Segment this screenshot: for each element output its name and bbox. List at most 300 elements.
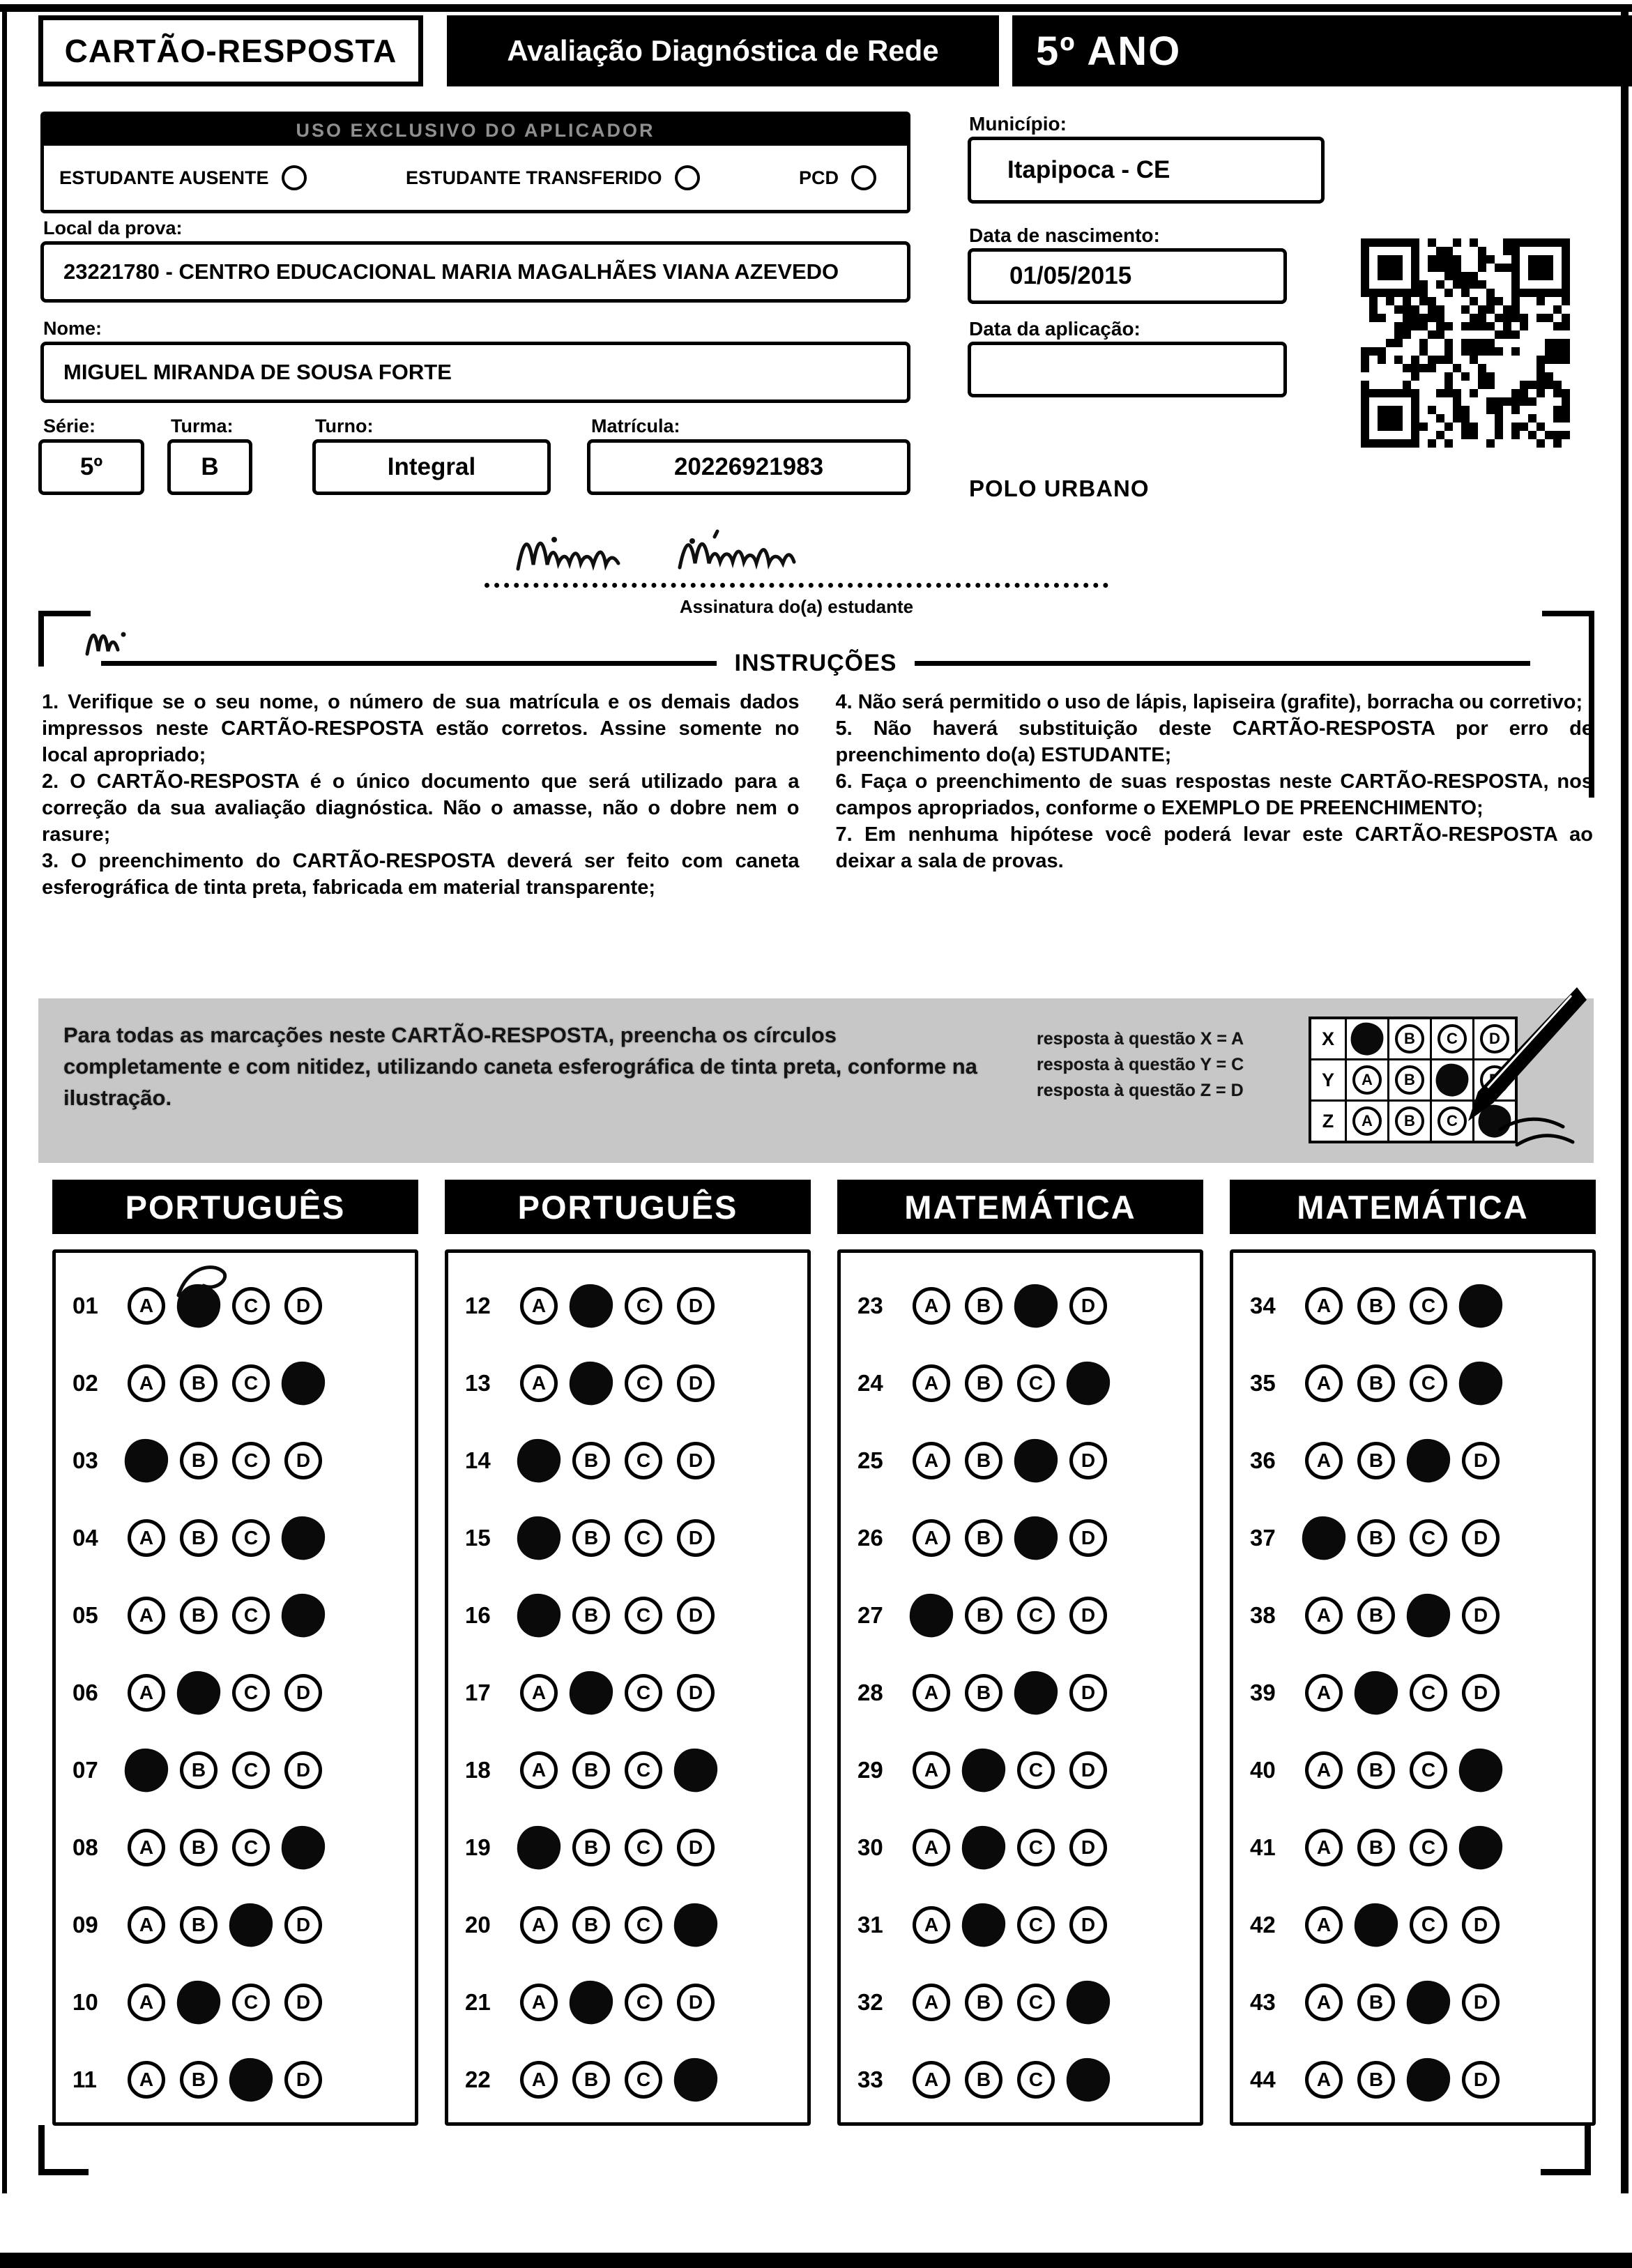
turno-value: Integral bbox=[387, 453, 476, 480]
answer-bubble-33-a[interactable]: A bbox=[913, 2061, 950, 2099]
answer-bubble-03-c[interactable]: C bbox=[232, 1442, 270, 1479]
question-row bbox=[857, 1886, 1200, 1963]
question-number: 28 bbox=[857, 1679, 883, 1705]
answer-bubble-02-d[interactable]: D bbox=[280, 1359, 328, 1407]
question-number: 19 bbox=[465, 1834, 491, 1860]
question-row bbox=[1250, 1809, 1592, 1886]
answer-bubble-05-c[interactable]: C bbox=[232, 1597, 270, 1634]
answer-bubble-08-a[interactable]: A bbox=[128, 1829, 165, 1866]
answer-bubble-11-b[interactable]: B bbox=[180, 2061, 218, 2099]
question-row bbox=[1250, 1499, 1592, 1576]
answer-column bbox=[52, 1180, 418, 2126]
answer-bubble-18-b[interactable]: B bbox=[572, 1751, 610, 1789]
answer-bubble-03-a[interactable]: A bbox=[123, 1436, 171, 1484]
instruction-item: 7. Em nenhuma hipótese você poderá levar este CARTÃO-RESPOSTA ao deixar a sala de provas. bbox=[835, 823, 1593, 872]
municipio-label: Município: bbox=[969, 113, 1067, 135]
question-row bbox=[465, 1576, 807, 1654]
local-label: Local da prova: bbox=[43, 218, 183, 238]
example-bubble-c: C bbox=[1437, 1106, 1467, 1136]
answer-bubble-24-c[interactable]: C bbox=[1017, 1364, 1055, 1402]
signature-area[interactable] bbox=[485, 519, 1108, 618]
question-number: 18 bbox=[465, 1756, 491, 1783]
answer-bubble-39-c[interactable]: C bbox=[1410, 1674, 1447, 1712]
answer-bubble-15-a[interactable]: A bbox=[515, 1514, 563, 1562]
answer-bubble-38-d[interactable]: D bbox=[1462, 1597, 1500, 1634]
answer-bubble-34-c[interactable]: C bbox=[1410, 1287, 1447, 1325]
answer-bubble-32-c[interactable]: C bbox=[1017, 1984, 1055, 2021]
answer-bubble-04-d[interactable]: D bbox=[280, 1514, 328, 1562]
question-row bbox=[73, 1576, 415, 1654]
answer-bubble-26-d[interactable]: D bbox=[1069, 1519, 1107, 1557]
question-row bbox=[1250, 1576, 1592, 1654]
answer-bubble-15-d[interactable]: D bbox=[677, 1519, 715, 1557]
question-row bbox=[857, 2041, 1200, 2118]
answer-bubble-19-a[interactable]: A bbox=[515, 1823, 563, 1871]
answer-bubble-32-a[interactable]: A bbox=[913, 1984, 950, 2021]
answer-bubble-09-a[interactable]: A bbox=[128, 1906, 165, 1944]
answer-columns bbox=[52, 1180, 1596, 2126]
answer-bubble-13-b[interactable]: B bbox=[567, 1359, 616, 1407]
pen-hand-illustration bbox=[1412, 983, 1587, 1157]
answer-bubble-16-d[interactable]: D bbox=[677, 1597, 715, 1634]
answer-bubble-05-d[interactable]: D bbox=[280, 1591, 328, 1639]
answer-bubble-28-d[interactable]: D bbox=[1069, 1674, 1107, 1712]
answer-bubble-26-b[interactable]: B bbox=[965, 1519, 1002, 1557]
answer-bubble-33-b[interactable]: B bbox=[965, 2061, 1002, 2099]
aplicador-options bbox=[44, 146, 907, 210]
answer-bubble-41-a[interactable]: A bbox=[1305, 1829, 1343, 1866]
aplicador-option-bubble[interactable] bbox=[675, 165, 700, 190]
answer-bubble-42-b[interactable]: B bbox=[1352, 1901, 1401, 1949]
question-row bbox=[465, 2041, 807, 2118]
answer-bubble-21-d[interactable]: D bbox=[677, 1984, 715, 2021]
answer-bubble-09-d[interactable]: D bbox=[284, 1906, 322, 1944]
answer-bubble-13-a[interactable]: A bbox=[520, 1364, 558, 1402]
aplicador-option-label: ESTUDANTE TRANSFERIDO bbox=[406, 167, 662, 188]
answer-bubble-05-b[interactable]: B bbox=[180, 1597, 218, 1634]
answer-bubble-28-c[interactable]: C bbox=[1012, 1668, 1060, 1717]
answer-bubble-16-c[interactable]: C bbox=[625, 1597, 662, 1634]
answer-bubble-08-b[interactable]: B bbox=[180, 1829, 218, 1866]
answer-bubble-12-a[interactable]: A bbox=[520, 1287, 558, 1325]
answer-bubble-29-b[interactable]: B bbox=[960, 1746, 1008, 1794]
question-row bbox=[73, 1422, 415, 1499]
answer-bubble-24-a[interactable]: A bbox=[913, 1364, 950, 1402]
question-number: 26 bbox=[857, 1524, 883, 1551]
instruction-item: 4. Não será permitido o uso de lápis, lapiseira (grafite), borracha ou corretivo; bbox=[835, 691, 1583, 713]
answer-bubble-18-a[interactable]: A bbox=[520, 1751, 558, 1789]
question-number: 06 bbox=[73, 1679, 98, 1705]
example-bubble-b: B bbox=[1395, 1024, 1424, 1053]
example-legend bbox=[1037, 1026, 1244, 1104]
answer-bubble-41-c[interactable]: C bbox=[1410, 1829, 1447, 1866]
municipio-value: Itapipoca - CE bbox=[1007, 156, 1170, 183]
example-cell bbox=[1347, 1019, 1387, 1058]
nome-value: MIGUEL MIRANDA DE SOUSA FORTE bbox=[63, 360, 452, 384]
answer-bubble-12-d[interactable]: D bbox=[677, 1287, 715, 1325]
answer-bubble-13-c[interactable]: C bbox=[625, 1364, 662, 1402]
answer-bubble-37-a[interactable]: A bbox=[1300, 1514, 1348, 1562]
question-number: 09 bbox=[73, 1911, 98, 1938]
answer-bubble-06-b[interactable]: B bbox=[175, 1668, 223, 1717]
answer-bubble-33-d[interactable]: D bbox=[1065, 2055, 1113, 2103]
answer-bubble-25-a[interactable]: A bbox=[913, 1442, 950, 1479]
answer-bubble-12-b[interactable]: B bbox=[567, 1281, 616, 1330]
answer-bubble-34-d[interactable]: D bbox=[1457, 1281, 1505, 1330]
answer-bubble-35-c[interactable]: C bbox=[1410, 1364, 1447, 1402]
answer-bubble-23-b[interactable]: B bbox=[965, 1287, 1002, 1325]
question-number: 04 bbox=[73, 1524, 98, 1551]
answer-bubble-24-d[interactable]: D bbox=[1065, 1359, 1113, 1407]
answer-bubble-02-b[interactable]: B bbox=[180, 1364, 218, 1402]
matricula-label: Matrícula: bbox=[591, 416, 680, 436]
answer-bubble-31-c[interactable]: C bbox=[1017, 1906, 1055, 1944]
answer-bubble-38-c[interactable]: C bbox=[1405, 1591, 1453, 1639]
answer-bubble-37-d[interactable]: D bbox=[1462, 1519, 1500, 1557]
answer-bubble-04-a[interactable]: A bbox=[128, 1519, 165, 1557]
answer-bubble-39-b[interactable]: B bbox=[1352, 1668, 1401, 1717]
question-row bbox=[857, 1344, 1200, 1422]
answer-bubble-14-b[interactable]: B bbox=[572, 1442, 610, 1479]
question-row bbox=[465, 1654, 807, 1731]
question-number: 08 bbox=[73, 1834, 98, 1860]
answer-bubble-41-d[interactable]: D bbox=[1457, 1823, 1505, 1871]
question-number: 39 bbox=[1250, 1679, 1276, 1705]
answer-bubble-38-a[interactable]: A bbox=[1305, 1597, 1343, 1634]
answer-bubble-18-c[interactable]: C bbox=[625, 1751, 662, 1789]
answer-bubble-43-d[interactable]: D bbox=[1462, 1984, 1500, 2021]
question-number: 36 bbox=[1250, 1447, 1276, 1473]
answer-bubble-18-d[interactable]: D bbox=[672, 1746, 720, 1794]
answer-bubble-39-d[interactable]: D bbox=[1462, 1674, 1500, 1712]
answer-bubble-25-b[interactable]: B bbox=[965, 1442, 1002, 1479]
question-row bbox=[73, 1654, 415, 1731]
answer-bubble-11-a[interactable]: A bbox=[128, 2061, 165, 2099]
question-number: 27 bbox=[857, 1601, 883, 1628]
answer-bubble-21-c[interactable]: C bbox=[625, 1984, 662, 2021]
answer-column bbox=[837, 1180, 1203, 2126]
answer-bubble-19-c[interactable]: C bbox=[625, 1829, 662, 1866]
question-number: 43 bbox=[1250, 1988, 1276, 2015]
instruction-item: 2. O CARTÃO-RESPOSTA é o único documento que será utilizado para a correção da sua avaliação diagnóstica. Não o amasse, não o dobre nem o rasure; bbox=[42, 770, 800, 846]
answer-bubble-29-a[interactable]: A bbox=[913, 1751, 950, 1789]
question-number: 15 bbox=[465, 1524, 491, 1551]
answer-bubble-29-c[interactable]: C bbox=[1017, 1751, 1055, 1789]
answer-bubble-22-d[interactable]: D bbox=[672, 2055, 720, 2103]
example-bubble-a: A bbox=[1350, 1021, 1385, 1057]
question-number: 29 bbox=[857, 1756, 883, 1783]
question-row bbox=[73, 1344, 415, 1422]
answer-bubble-35-d[interactable]: D bbox=[1457, 1359, 1505, 1407]
answer-bubble-41-b[interactable]: B bbox=[1357, 1829, 1395, 1866]
answer-bubble-10-d[interactable]: D bbox=[284, 1984, 322, 2021]
answer-bubble-22-c[interactable]: C bbox=[625, 2061, 662, 2099]
answer-bubble-05-a[interactable]: A bbox=[128, 1597, 165, 1634]
question-number: 16 bbox=[465, 1601, 491, 1628]
question-row bbox=[857, 1576, 1200, 1654]
polo-label: POLO URBANO bbox=[969, 475, 1150, 501]
answer-bubble-10-c[interactable]: C bbox=[232, 1984, 270, 2021]
answer-bubble-01-b[interactable]: B bbox=[175, 1281, 223, 1330]
answer-bubble-25-c[interactable]: C bbox=[1012, 1436, 1060, 1484]
answer-bubble-36-a[interactable]: A bbox=[1305, 1442, 1343, 1479]
example-bubble-c: C bbox=[1437, 1024, 1467, 1053]
answer-bubble-35-a[interactable]: A bbox=[1305, 1364, 1343, 1402]
question-row bbox=[73, 1267, 415, 1344]
answer-bubble-44-b[interactable]: B bbox=[1357, 2061, 1395, 2099]
answer-bubble-01-c[interactable]: C bbox=[232, 1287, 270, 1325]
answer-bubble-36-b[interactable]: B bbox=[1357, 1442, 1395, 1479]
frame-left-line bbox=[2, 4, 7, 2193]
answer-bubble-01-d[interactable]: D bbox=[284, 1287, 322, 1325]
answer-bubble-14-a[interactable]: A bbox=[515, 1436, 563, 1484]
question-number: 21 bbox=[465, 1988, 491, 2015]
answer-bubble-06-c[interactable]: C bbox=[232, 1674, 270, 1712]
question-number: 40 bbox=[1250, 1756, 1276, 1783]
answer-bubble-20-c[interactable]: C bbox=[625, 1906, 662, 1944]
question-number: 25 bbox=[857, 1447, 883, 1473]
question-row bbox=[73, 1963, 415, 2041]
answer-column-title: MATEMÁTICA bbox=[837, 1180, 1203, 1234]
answer-bubble-31-a[interactable]: A bbox=[913, 1906, 950, 1944]
question-number: 03 bbox=[73, 1447, 98, 1473]
answer-bubble-27-b[interactable]: B bbox=[965, 1597, 1002, 1634]
answer-bubble-26-a[interactable]: A bbox=[913, 1519, 950, 1557]
question-number: 14 bbox=[465, 1447, 491, 1473]
answer-bubble-22-b[interactable]: B bbox=[572, 2061, 610, 2099]
nome-label: Nome: bbox=[43, 318, 102, 339]
turno-label: Turno: bbox=[315, 416, 374, 436]
question-number: 38 bbox=[1250, 1601, 1276, 1628]
question-number: 02 bbox=[73, 1369, 98, 1396]
grade-label: 5º ANO bbox=[1012, 15, 1632, 86]
answer-bubble-17-a[interactable]: A bbox=[520, 1674, 558, 1712]
aplicador-option bbox=[406, 165, 700, 190]
answer-bubble-14-c[interactable]: C bbox=[625, 1442, 662, 1479]
question-row bbox=[465, 1267, 807, 1344]
answer-bubble-14-d[interactable]: D bbox=[677, 1442, 715, 1479]
answer-column bbox=[445, 1180, 811, 2126]
answer-column-box bbox=[1230, 1249, 1596, 2126]
answer-bubble-28-a[interactable]: A bbox=[913, 1674, 950, 1712]
answer-bubble-42-c[interactable]: C bbox=[1410, 1906, 1447, 1944]
answer-bubble-08-d[interactable]: D bbox=[280, 1823, 328, 1871]
answer-bubble-37-c[interactable]: C bbox=[1410, 1519, 1447, 1557]
answer-bubble-44-c[interactable]: C bbox=[1405, 2055, 1453, 2103]
question-row bbox=[465, 1499, 807, 1576]
divider-line-right bbox=[915, 661, 1530, 666]
local-field bbox=[40, 241, 910, 303]
aplicador-option-bubble[interactable] bbox=[851, 165, 876, 190]
local-value: 23221780 - CENTRO EDUCACIONAL MARIA MAGALHÃES VIANA AZEVEDO bbox=[63, 259, 839, 284]
answer-bubble-30-d[interactable]: D bbox=[1069, 1829, 1107, 1866]
answer-bubble-19-d[interactable]: D bbox=[677, 1829, 715, 1866]
answer-bubble-17-c[interactable]: C bbox=[625, 1674, 662, 1712]
answer-bubble-23-a[interactable]: A bbox=[913, 1287, 950, 1325]
turma-field bbox=[167, 439, 252, 495]
question-number: 34 bbox=[1250, 1292, 1276, 1318]
answer-bubble-37-b[interactable]: B bbox=[1357, 1519, 1395, 1557]
serie-label: Série: bbox=[43, 416, 96, 436]
corner-mark-bottom-left bbox=[38, 2125, 89, 2175]
answer-bubble-36-d[interactable]: D bbox=[1462, 1442, 1500, 1479]
answer-bubble-15-b[interactable]: B bbox=[572, 1519, 610, 1557]
answer-bubble-23-c[interactable]: C bbox=[1012, 1281, 1060, 1330]
example-bubble-b: B bbox=[1395, 1106, 1424, 1136]
answer-bubble-19-b[interactable]: B bbox=[572, 1829, 610, 1866]
answer-bubble-09-b[interactable]: B bbox=[180, 1906, 218, 1944]
answer-bubble-31-d[interactable]: D bbox=[1069, 1906, 1107, 1944]
answer-bubble-07-c[interactable]: C bbox=[232, 1751, 270, 1789]
answer-bubble-39-a[interactable]: A bbox=[1305, 1674, 1343, 1712]
answer-bubble-44-a[interactable]: A bbox=[1305, 2061, 1343, 2099]
matricula-value: 20226921983 bbox=[673, 453, 824, 480]
answer-bubble-38-b[interactable]: B bbox=[1357, 1597, 1395, 1634]
answer-bubble-07-a[interactable]: A bbox=[123, 1746, 171, 1794]
example-bubble-a: A bbox=[1352, 1106, 1382, 1136]
answer-bubble-04-b[interactable]: B bbox=[180, 1519, 218, 1557]
answer-bubble-30-b[interactable]: B bbox=[960, 1823, 1008, 1871]
answer-bubble-07-d[interactable]: D bbox=[284, 1751, 322, 1789]
turma-value: B bbox=[201, 453, 219, 480]
answer-bubble-09-c[interactable]: C bbox=[227, 1901, 275, 1949]
example-bubble-d: D bbox=[1480, 1024, 1509, 1053]
answer-bubble-43-a[interactable]: A bbox=[1305, 1984, 1343, 2021]
question-number: 30 bbox=[857, 1834, 883, 1860]
example-bubble-d: D bbox=[1477, 1104, 1513, 1139]
municipio-field bbox=[968, 137, 1325, 204]
answer-bubble-25-d[interactable]: D bbox=[1069, 1442, 1107, 1479]
question-row bbox=[857, 1809, 1200, 1886]
answer-bubble-10-a[interactable]: A bbox=[128, 1984, 165, 2021]
answer-bubble-21-b[interactable]: B bbox=[567, 1978, 616, 2026]
answer-bubble-16-b[interactable]: B bbox=[572, 1597, 610, 1634]
answer-bubble-36-c[interactable]: C bbox=[1405, 1436, 1453, 1484]
answer-bubble-34-b[interactable]: B bbox=[1357, 1287, 1395, 1325]
question-number: 20 bbox=[465, 1911, 491, 1938]
answer-bubble-08-c[interactable]: C bbox=[232, 1829, 270, 1866]
answer-bubble-06-a[interactable]: A bbox=[128, 1674, 165, 1712]
question-row bbox=[73, 2041, 415, 2118]
question-row bbox=[1250, 1654, 1592, 1731]
answer-bubble-27-a[interactable]: A bbox=[908, 1591, 956, 1639]
answer-bubble-23-d[interactable]: D bbox=[1069, 1287, 1107, 1325]
answer-bubble-11-c[interactable]: C bbox=[227, 2055, 275, 2103]
example-cell bbox=[1347, 1102, 1387, 1141]
answer-bubble-20-d[interactable]: D bbox=[672, 1901, 720, 1949]
answer-bubble-12-c[interactable]: C bbox=[625, 1287, 662, 1325]
answer-bubble-35-b[interactable]: B bbox=[1357, 1364, 1395, 1402]
answer-bubble-33-c[interactable]: C bbox=[1017, 2061, 1055, 2099]
instructions bbox=[42, 689, 1593, 901]
question-row bbox=[73, 1499, 415, 1576]
aplicacao-field[interactable] bbox=[968, 342, 1287, 397]
instructions-title: INSTRUÇÕES bbox=[734, 650, 897, 676]
question-row bbox=[73, 1809, 415, 1886]
instruction-item: 3. O preenchimento do CARTÃO-RESPOSTA deverá ser feito com caneta esferográfica de tinta preta, fabricada em material transparente; bbox=[42, 850, 800, 899]
answer-bubble-20-b[interactable]: B bbox=[572, 1906, 610, 1944]
answer-bubble-02-a[interactable]: A bbox=[128, 1364, 165, 1402]
question-number: 23 bbox=[857, 1292, 883, 1318]
question-row bbox=[465, 1963, 807, 2041]
qr-code bbox=[1361, 238, 1570, 448]
answer-bubble-40-d[interactable]: D bbox=[1457, 1746, 1505, 1794]
answer-bubble-31-b[interactable]: B bbox=[960, 1901, 1008, 1949]
instruction-item: 6. Faça o preenchimento de suas respostas neste CARTÃO-RESPOSTA, nos campos apropriados, conforme o EXEMPLO DE PREENCHIMENTO; bbox=[835, 770, 1593, 819]
answer-bubble-11-d[interactable]: D bbox=[284, 2061, 322, 2099]
answer-bubble-03-b[interactable]: B bbox=[180, 1442, 218, 1479]
answer-bubble-21-a[interactable]: A bbox=[520, 1984, 558, 2021]
answer-bubble-24-b[interactable]: B bbox=[965, 1364, 1002, 1402]
answer-bubble-30-c[interactable]: C bbox=[1017, 1829, 1055, 1866]
answer-bubble-15-c[interactable]: C bbox=[625, 1519, 662, 1557]
answer-bubble-43-b[interactable]: B bbox=[1357, 1984, 1395, 2021]
fill-instructions bbox=[38, 998, 1594, 1163]
question-row bbox=[1250, 2041, 1592, 2118]
answer-bubble-32-b[interactable]: B bbox=[965, 1984, 1002, 2021]
answer-bubble-17-b[interactable]: B bbox=[567, 1668, 616, 1717]
answer-bubble-20-a[interactable]: A bbox=[520, 1906, 558, 1944]
answer-bubble-34-a[interactable]: A bbox=[1305, 1287, 1343, 1325]
answer-bubble-17-d[interactable]: D bbox=[677, 1674, 715, 1712]
answer-bubble-40-a[interactable]: A bbox=[1305, 1751, 1343, 1789]
example-cell bbox=[1347, 1060, 1387, 1099]
answer-bubble-10-b[interactable]: B bbox=[175, 1978, 223, 2026]
answer-bubble-02-c[interactable]: C bbox=[232, 1364, 270, 1402]
serie-value: 5º bbox=[79, 453, 103, 480]
answer-bubble-04-c[interactable]: C bbox=[232, 1519, 270, 1557]
answer-bubble-43-c[interactable]: C bbox=[1405, 1978, 1453, 2026]
answer-bubble-22-a[interactable]: A bbox=[520, 2061, 558, 2099]
question-number: 22 bbox=[465, 2066, 491, 2092]
question-row bbox=[857, 1499, 1200, 1576]
aplicador-title: USO EXCLUSIVO DO APLICADOR bbox=[44, 115, 907, 146]
question-row bbox=[465, 1809, 807, 1886]
answer-bubble-16-a[interactable]: A bbox=[515, 1591, 563, 1639]
nascimento-label: Data de nascimento: bbox=[969, 224, 1160, 246]
signature-handwriting bbox=[505, 519, 868, 583]
answer-bubble-27-d[interactable]: D bbox=[1069, 1597, 1107, 1634]
answer-bubble-29-d[interactable]: D bbox=[1069, 1751, 1107, 1789]
answer-bubble-42-d[interactable]: D bbox=[1462, 1906, 1500, 1944]
aplicador-option-bubble[interactable] bbox=[282, 165, 307, 190]
answer-bubble-27-c[interactable]: C bbox=[1017, 1597, 1055, 1634]
question-number: 13 bbox=[465, 1369, 491, 1396]
question-row bbox=[857, 1422, 1200, 1499]
turno-field bbox=[312, 439, 551, 495]
question-row bbox=[1250, 1422, 1592, 1499]
instructions-left bbox=[42, 689, 800, 901]
answer-bubble-06-d[interactable]: D bbox=[284, 1674, 322, 1712]
example-row-label: X bbox=[1311, 1019, 1345, 1058]
question-row bbox=[465, 1422, 807, 1499]
nascimento-value: 01/05/2015 bbox=[1009, 262, 1132, 289]
answer-bubble-40-c[interactable]: C bbox=[1410, 1751, 1447, 1789]
answer-bubble-28-b[interactable]: B bbox=[965, 1674, 1002, 1712]
answer-bubble-30-a[interactable]: A bbox=[913, 1829, 950, 1866]
exam-title: Avaliação Diagnóstica de Rede bbox=[447, 15, 999, 86]
answer-bubble-44-d[interactable]: D bbox=[1462, 2061, 1500, 2099]
answer-bubble-01-a[interactable]: A bbox=[128, 1287, 165, 1325]
answer-bubble-32-d[interactable]: D bbox=[1065, 1978, 1113, 2026]
answer-bubble-07-b[interactable]: B bbox=[180, 1751, 218, 1789]
answer-bubble-40-b[interactable]: B bbox=[1357, 1751, 1395, 1789]
answer-bubble-03-d[interactable]: D bbox=[284, 1442, 322, 1479]
nascimento-field bbox=[968, 248, 1287, 304]
answer-bubble-26-c[interactable]: C bbox=[1012, 1514, 1060, 1562]
answer-bubble-42-a[interactable]: A bbox=[1305, 1906, 1343, 1944]
answer-bubble-13-d[interactable]: D bbox=[677, 1364, 715, 1402]
